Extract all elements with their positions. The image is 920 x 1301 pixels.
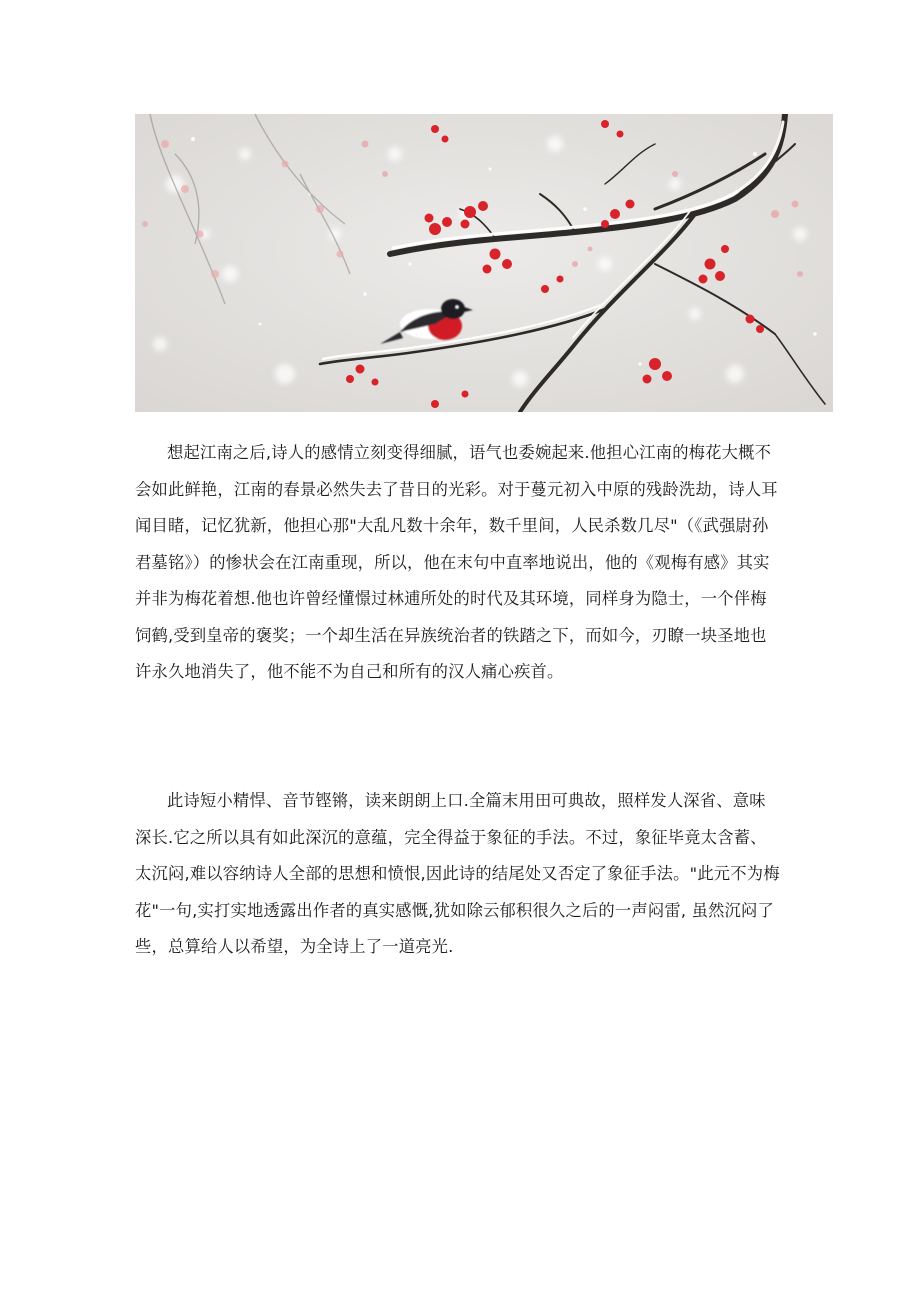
paragraph-line: 深长.它之所以具有如此深沉的意蕴，完全得益于象征的手法。不过，象征毕竟太含蓄、 bbox=[135, 827, 767, 847]
plum-blossom-illustration bbox=[135, 114, 833, 412]
paragraph-2 bbox=[135, 783, 795, 966]
paragraph-line: 花"一句,实打实地透露出作者的真实感慨,犹如除云郁积很久之后的一声闷雷, 虽然沉闷了 bbox=[135, 900, 775, 920]
paragraph-line: 此诗短小精悍、音节铿锵，读来朗朗上口.全篇末用田可典故，照样发人深省、意味 bbox=[167, 791, 766, 810]
paragraph-line: 饲鹤,受到皇帝的褒奖；一个却生活在异族统治者的铁踏之下，而如今，刃瞭一块圣地也 bbox=[135, 625, 767, 645]
painting-image bbox=[135, 114, 833, 412]
paragraph-line: 想起江南之后,诗人的感情立刻变得细腻，语气也委婉起来.他担心江南的梅花大概不 bbox=[167, 443, 772, 462]
paragraph-1 bbox=[135, 435, 795, 691]
paragraph-line: 许永久地消失了，他不能不为自己和所有的汉人痛心疾首。 bbox=[135, 662, 564, 681]
paragraph-line: 会如此鲜艳，江南的春景必然失去了昔日的光彩。对于蔓元初入中原的残龄洗劫，诗人耳 bbox=[135, 479, 778, 499]
paragraph-line: 君墓铭》）的惨状会在江南重现，所以，他在末句中直率地说出，他的《观梅有感》其实 bbox=[135, 552, 770, 572]
paragraph-line: 太沉闷,难以容纳诗人全部的思想和愤恨,因此诗的结尾处又否定了象征手法。"此元不为梅 bbox=[135, 864, 780, 883]
paragraph-line: 闻目睹，记忆犹新，他担心那"大乱凡数十余年，数千里间，人民杀数几尽"（《武强尉孙 bbox=[135, 516, 769, 535]
paragraph-line: 并非为梅花着想.他也许曾经懂憬过林逋所处的时代及其环境，同样身为隐士，一个伴梅 bbox=[135, 589, 767, 608]
paragraph-line: 些，总算给人以希望，为全诗上了一道亮光. bbox=[135, 937, 454, 956]
